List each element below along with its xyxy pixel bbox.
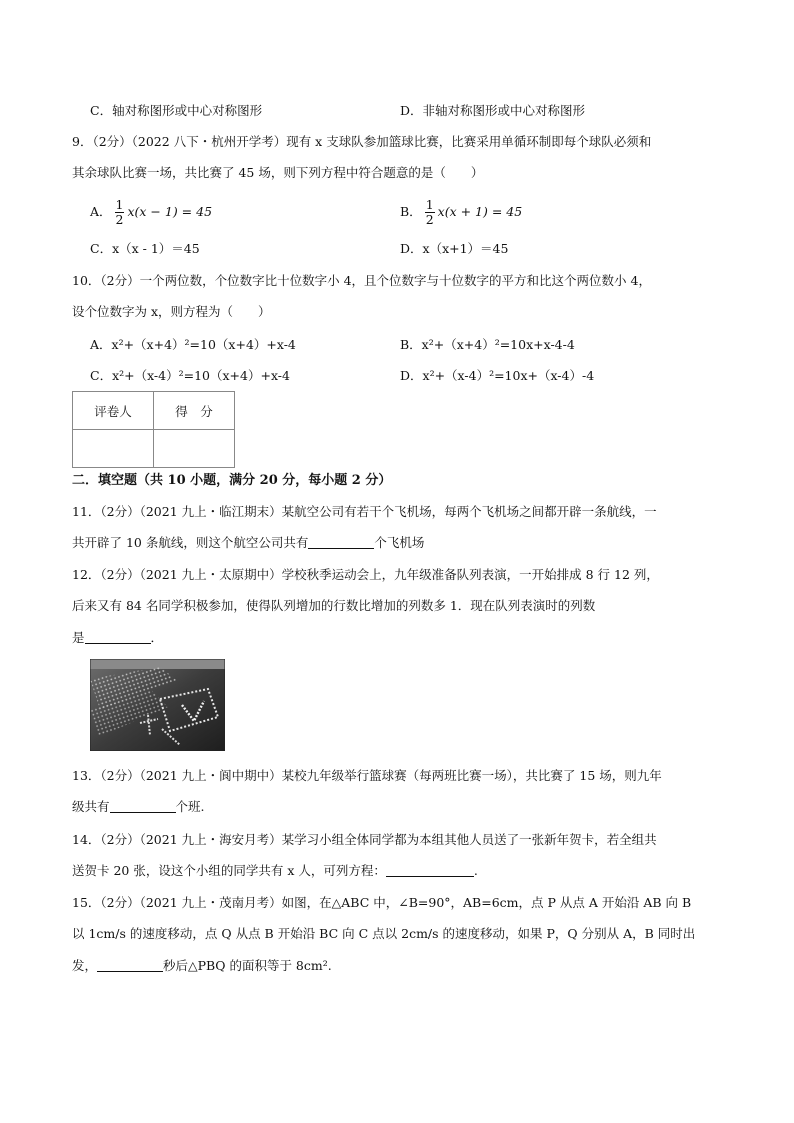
q15-answer-blank[interactable] [97, 959, 163, 972]
q12-stem-line3: 是 ． [72, 630, 164, 645]
score-table-grader-cell[interactable] [73, 430, 154, 468]
fraction: $\frac{1}{2}$ [425, 197, 434, 227]
q14-stem-line1: 14．（2分）（2021 九上・海安月考）某学习小组全体同学都为本组其他人员送了一张新年贺卡，若全组共 [72, 832, 657, 847]
score-table-score-header: 得 分 [154, 392, 235, 430]
q13-stem-line2: 级共有 个班. [72, 799, 205, 814]
q12-answer-blank[interactable] [85, 631, 151, 644]
q8-option-d: D．非轴对称图形或中心对称图形 [400, 103, 586, 118]
q9-option-d: D．x（x+1）＝45 [400, 241, 509, 256]
score-table-grader-header: 评卷人 [73, 392, 154, 430]
q11-stem-line1: 11．（2分）（2021 九上・临江期末）某航空公司有若干个飞机场，每两个飞机场之间都开辟一条航线，一 [72, 504, 657, 519]
q15-stem-line2: 以 1cm/s 的速度移动，点 Q 从点 B 开始沿 BC 向 C 点以 2cm/s 的速度移动，如果 P，Q 分别从 A，B 同时出 [72, 926, 696, 941]
q13-answer-blank[interactable] [110, 800, 176, 813]
q15-stem-line1: 15．（2分）（2021 九上・茂南月考）如图，在△ABC 中，∠B=90°，AB=6cm，点 P 从点 A 开始沿 AB 向 B [72, 895, 692, 910]
q10-stem-line1: 10．（2分）一个两位数，个位数字比十位数字小 4，且个位数字与十位数字的平方和比这个两位数小 4， [72, 273, 651, 288]
q14-stem-line2: 送贺卡 20 张，设这个小组的同学共有 x 人，可列方程： . [72, 863, 478, 878]
q11-stem-line2: 共开辟了 10 条航线，则这个航空公司共有 个飞机场 [72, 535, 425, 550]
q10-stem-line2: 设个位数字为 x，则方程为（ ） [72, 304, 271, 319]
formation-photo [90, 659, 225, 751]
score-table-score-cell[interactable] [154, 430, 235, 468]
q14-answer-blank[interactable] [386, 864, 474, 877]
q12-stem-line1: 12．（2分）（2021 九上・太原期中）学校秋季运动会上，九年级准备队列表演，一开始排成 8 行 12 列， [72, 567, 659, 582]
fraction: $\frac{1}{2}$ [115, 197, 124, 227]
q9-option-a: A． $\frac{1}{2}$ x(x − 1) = 45 [90, 197, 213, 227]
score-table [72, 391, 235, 468]
q10-option-d: D．x²+（x-4）²=10x+（x-4）-4 [400, 368, 595, 383]
q9-stem-line2: 其余球队比赛一场，共比赛了 45 场，则下列方程中符合题意的是（ ） [72, 165, 484, 180]
q10-option-c: C．x²+（x-4）²=10（x+4）+x-4 [90, 368, 290, 383]
q10-option-b: B．x²+（x+4）²=10x+x-4-4 [400, 337, 575, 352]
q9-option-c: C．x（x - 1）＝45 [90, 241, 200, 256]
q11-answer-blank[interactable] [308, 536, 374, 549]
q8-option-c: C．轴对称图形或中心对称图形 [90, 103, 263, 118]
q15-stem-line3: 发， 秒后△PBQ 的面积等于 8cm². [72, 958, 332, 973]
q9-option-b: B． $\frac{1}{2}$ x(x + 1) = 45 [400, 197, 523, 227]
section-title-fill-blank: 二．填空题（共 10 小题，满分 20 分，每小题 2 分） [72, 473, 392, 488]
q10-option-a: A．x²+（x+4）²=10（x+4）+x-4 [90, 337, 296, 352]
q9-stem-line1: 9．（2分）（2022 八下・杭州开学考）现有 x 支球队参加篮球比赛，比赛采用单循环制即每个球队必须和 [72, 134, 652, 149]
q13-stem-line1: 13．（2分）（2021 九上・阆中期中）某校九年级举行篮球赛（每两班比赛一场），共比赛了 15 场，则九年 [72, 768, 662, 783]
q12-stem-line2: 后来又有 84 名同学积极参加，使得队列增加的行数比增加的列数多 1．现在队列表演时的列数 [72, 598, 596, 613]
